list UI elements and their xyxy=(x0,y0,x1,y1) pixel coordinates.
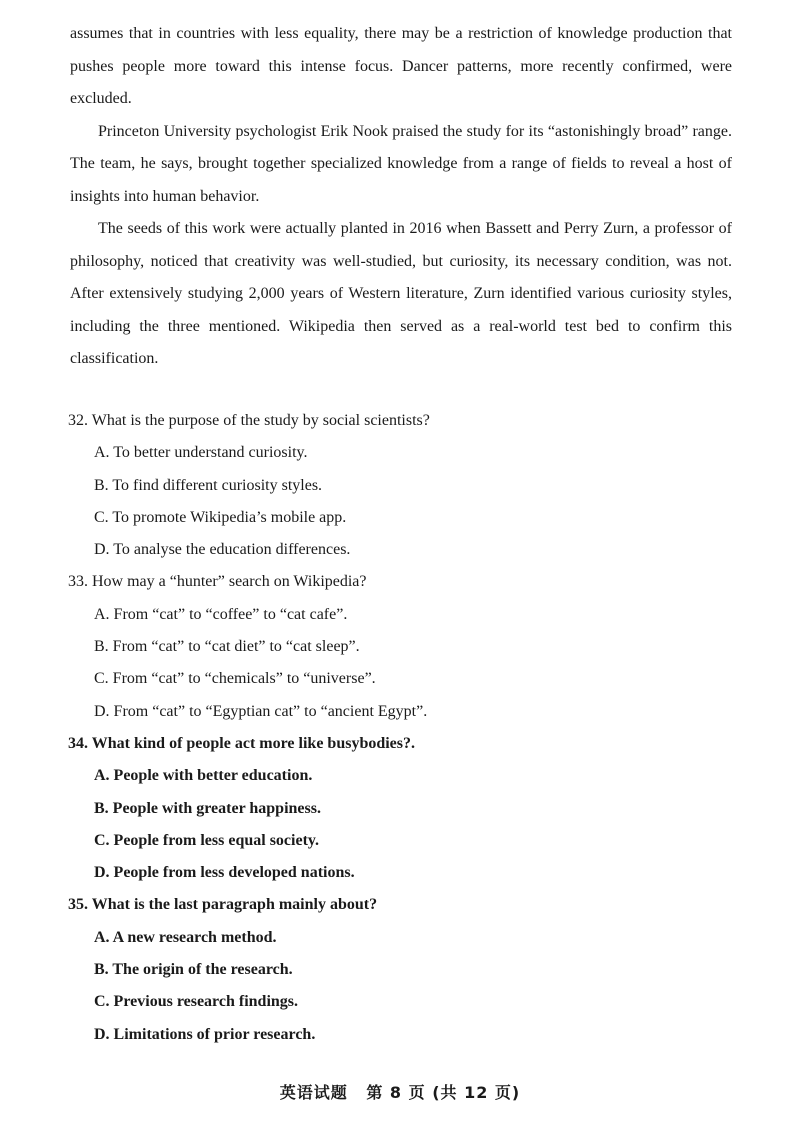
option-c: C. To promote Wikipedia’s mobile app. xyxy=(94,508,347,526)
option-list xyxy=(68,437,732,566)
question-32 xyxy=(68,405,732,566)
passage-paragraph: The seeds of this work were actually planted in 2016 when Bassett and Perry Zurn, a professor of philosophy, noticed that creativity was well-studied, but curiosity, its necessary condition, was not. After extensively studying 2,000 years of Western literature, Zurn identified various curiosity styles, including the three mentioned. Wikipedia then served as a real-world test bed to confirm this classification. xyxy=(70,220,732,367)
question-34 xyxy=(68,728,732,889)
option-d: D. To analyse the education differences. xyxy=(94,541,351,559)
question-stem: 34. What kind of people act more like busybodies?. xyxy=(68,734,416,752)
option-c: C. People from less equal society. xyxy=(94,831,320,849)
question-33 xyxy=(68,566,732,727)
question-stem: 35. What is the last paragraph mainly about? xyxy=(68,896,378,914)
question-35 xyxy=(68,889,732,1050)
option-c: C. From “cat” to “chemicals” to “universe”. xyxy=(94,670,376,688)
option-b: B. From “cat” to “cat diet” to “cat sleep”. xyxy=(94,638,360,656)
option-b: B. The origin of the research. xyxy=(94,961,293,979)
option-list xyxy=(68,760,732,889)
option-a: A. To better understand curiosity. xyxy=(94,444,308,462)
option-b: B. To find different curiosity styles. xyxy=(94,476,323,494)
option-list xyxy=(68,922,732,1051)
passage-paragraph: Princeton University psychologist Erik Nook praised the study for its “astonishingly broad” range. The team, he says, brought together specialized knowledge from a range of fields to reveal a host of insights into human behavior. xyxy=(70,122,732,205)
option-d: D. People from less developed nations. xyxy=(94,864,355,882)
option-a: A. From “cat” to “coffee” to “cat cafe”. xyxy=(94,605,348,623)
option-d: D. From “cat” to “Egyptian cat” to “ancient Egypt”. xyxy=(94,702,428,720)
option-d: D. Limitations of prior research. xyxy=(94,1025,316,1043)
option-list xyxy=(68,599,732,728)
passage-paragraph: assumes that in countries with less equality, there may be a restriction of knowledge production that pushes people more toward this intense focus. Dancer patterns, more recently confirmed, were excluded. xyxy=(70,25,732,107)
option-a: A. People with better education. xyxy=(94,767,313,785)
reading-passage xyxy=(70,18,732,376)
page-footer xyxy=(0,1080,800,1103)
option-c: C. Previous research findings. xyxy=(94,993,299,1011)
footer-page-number: 第 8 页 (共 12 页) xyxy=(366,1083,521,1102)
option-a: A. A new research method. xyxy=(94,928,277,946)
question-list xyxy=(68,405,732,1051)
question-stem: 33. How may a “hunter” search on Wikipedia? xyxy=(68,573,367,591)
footer-subject: 英语试题 xyxy=(279,1083,348,1102)
option-b: B. People with greater happiness. xyxy=(94,799,321,817)
question-stem: 32. What is the purpose of the study by social scientists? xyxy=(68,412,430,429)
